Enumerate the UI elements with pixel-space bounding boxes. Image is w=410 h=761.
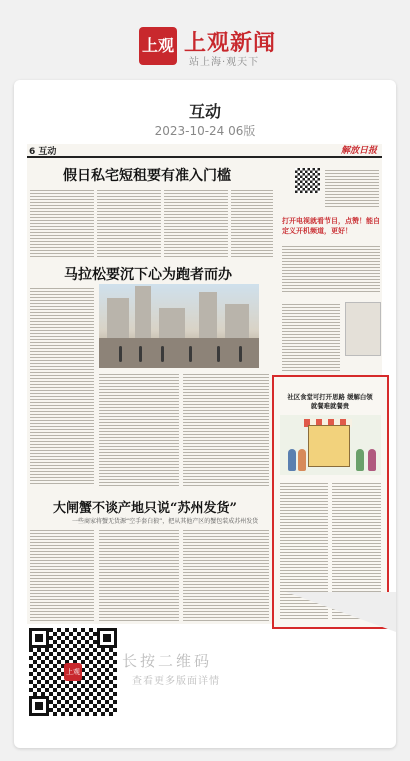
qr-code-small <box>295 168 320 193</box>
article-text <box>30 188 94 258</box>
article-text <box>183 528 269 622</box>
marathon-photo <box>99 284 259 368</box>
section-title: 互动 <box>188 102 221 121</box>
article-text <box>231 188 273 258</box>
qr-hint-sub: 查看更多版面详情 <box>132 676 220 687</box>
side-headline[interactable]: 打开电视就看节目，点赞！能自定义开机频道，更好！ <box>282 217 380 235</box>
article-text <box>99 372 179 486</box>
article-text <box>282 244 380 294</box>
headline-2[interactable]: 马拉松要沉下心为跑者而办 <box>64 267 232 283</box>
subheadline-3: 一些商家将蟹无货源“空手套白狼”，把从其他产区的蟹包装成苏州发货 <box>72 518 259 525</box>
article-text <box>164 188 228 258</box>
highlighted-article[interactable] <box>272 375 389 629</box>
article-text <box>99 528 179 622</box>
highlighted-article-title: 社区食堂可打开思路 缓解白领就餐难就餐贵 <box>287 393 373 410</box>
article-text <box>325 168 379 208</box>
page-number-label: 6 互动 <box>29 147 57 157</box>
headline-3[interactable]: 大闸蟹不谈产地只说“苏州发货” <box>53 501 237 516</box>
page-curl <box>286 592 396 632</box>
newspaper-header <box>27 144 382 158</box>
page-card <box>14 80 396 748</box>
qr-code[interactable] <box>29 628 117 716</box>
app-header <box>0 0 410 78</box>
masthead-logo: 解放日报 <box>340 146 377 156</box>
article-text <box>30 528 94 622</box>
headline-1[interactable]: 假日私宅短租要有准入门槛 <box>63 168 231 184</box>
qr-hint-main: 长按二维码 <box>122 652 213 670</box>
app-slogan: 站上海·观天下 <box>189 57 260 68</box>
section-date: 2023-10-24 06版 <box>154 124 256 138</box>
article-text <box>183 372 269 486</box>
canteen-illustration <box>280 415 381 475</box>
article-text <box>97 188 161 258</box>
article-text <box>282 302 340 372</box>
qr-center-logo: 上观 <box>64 663 82 681</box>
thumbnail-image <box>345 302 381 356</box>
app-logo: 上观 <box>139 27 177 65</box>
article-text <box>30 286 94 486</box>
app-name: 上观新闻 <box>184 31 277 56</box>
